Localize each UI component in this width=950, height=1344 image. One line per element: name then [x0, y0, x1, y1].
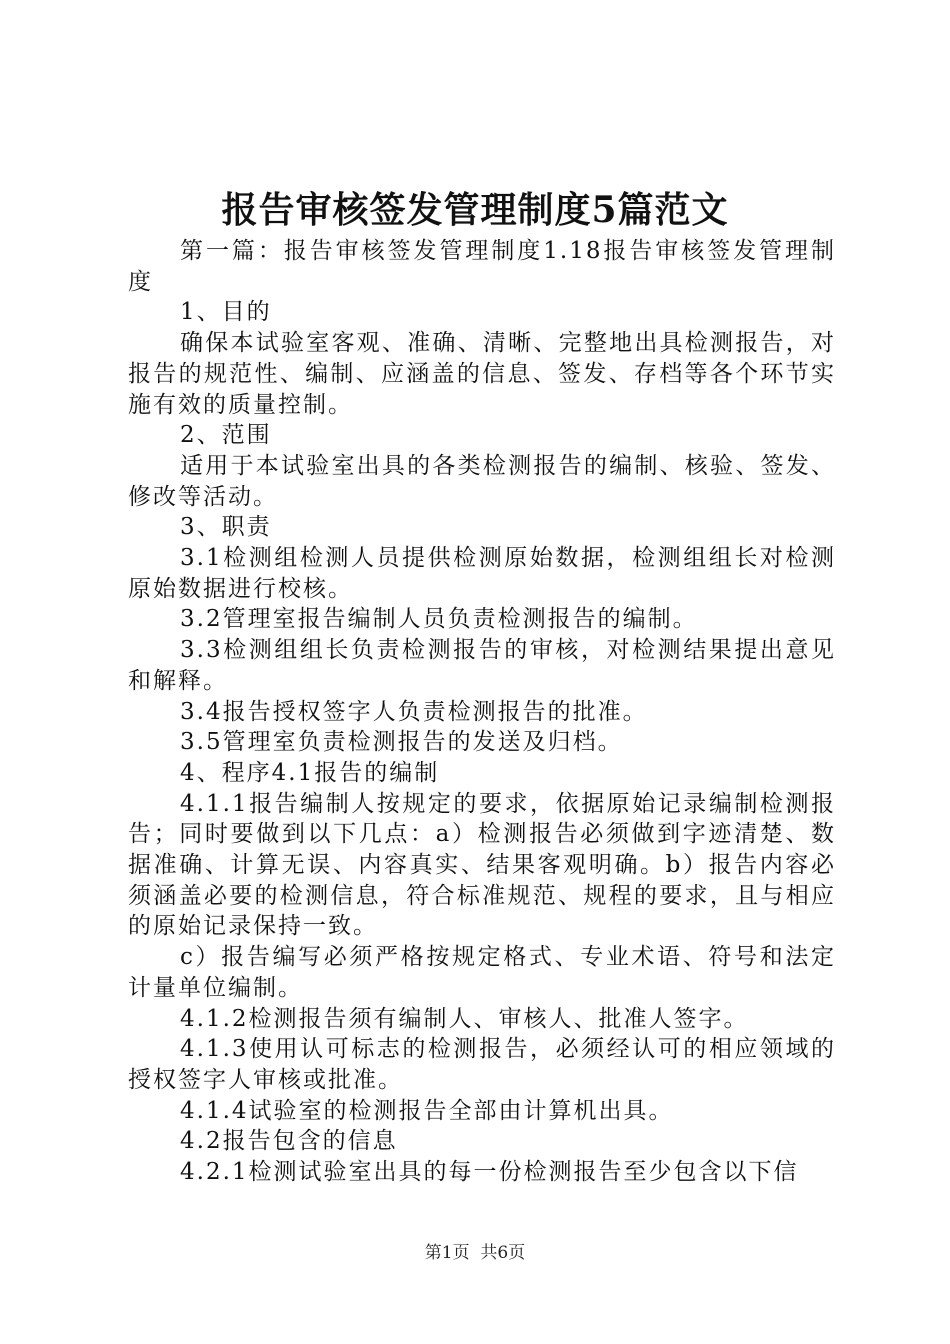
paragraph-9: 3.3检测组组长负责检测报告的审核，对检测结果提出意见和解释。 — [128, 637, 836, 694]
paragraph-6: 3、职责 — [180, 514, 272, 541]
paragraph-18: 4.2报告包含的信息 — [180, 1128, 398, 1155]
page-footer — [0, 1241, 950, 1265]
paragraph-7: 3.1检测组检测人员提供检测原始数据，检测组组长对检测原始数据进行校核。 — [128, 545, 836, 602]
paragraph-15: 4.1.2检测报告须有编制人、审核人、批准人签字。 — [180, 1005, 749, 1032]
paragraph-11: 3.5管理室负责检测报告的发送及归档。 — [180, 729, 623, 756]
paragraph-14: c）报告编写必须严格按规定格式、专业术语、符号和法定计量单位编制。 — [128, 944, 836, 1001]
paragraph-3: 确保本试验室客观、准确、清晰、完整地出具检测报告，对报告的规范性、编制、应涵盖的信息、签发、存档等各个环节实施有效的质量控制。 — [128, 330, 836, 418]
paragraph-17: 4.1.4试验室的检测报告全部由计算机出具。 — [180, 1097, 674, 1124]
paragraph-13: 4.1.1报告编制人按规定的要求，依据原始记录编制检测报告；同时要做到以下几点：a）检测报告必须做到字迹清楚、数据准确、计算无误、内容真实、结果客观明确。b）报告内容必须涵盖必要的检测信息，符合标准规范、规程的要求，且与相应的原始记录保持一致。 — [128, 790, 836, 940]
paragraph-5: 适用于本试验室出具的各类检测报告的编制、核验、签发、修改等活动。 — [128, 452, 836, 510]
paragraph-19: 4.2.1检测试验室出具的每一份检测报告至少包含以下信 — [180, 1159, 799, 1186]
document-body — [128, 236, 836, 1188]
paragraph-8: 3.2管理室报告编制人员负责检测报告的编制。 — [180, 606, 698, 633]
paragraph-16: 4.1.3使用认可标志的检测报告，必须经认可的相应领域的授权签字人审核或批准。 — [128, 1036, 836, 1093]
paragraph-10: 3.4报告授权签字人负责检测报告的批准。 — [180, 698, 648, 725]
paragraph-12: 4、程序4.1报告的编制 — [180, 759, 440, 786]
page-total: 共6页 — [480, 1243, 526, 1263]
paragraph-2: 1、目的 — [180, 299, 272, 326]
document-title: 报告审核签发管理制度5篇范文 — [221, 189, 729, 231]
paragraph-1: 第一篇：报告审核签发管理制度1.18报告审核签发管理制度 — [128, 238, 836, 295]
paragraph-4: 2、范围 — [180, 422, 272, 449]
page-number: 第1页 — [424, 1243, 470, 1263]
